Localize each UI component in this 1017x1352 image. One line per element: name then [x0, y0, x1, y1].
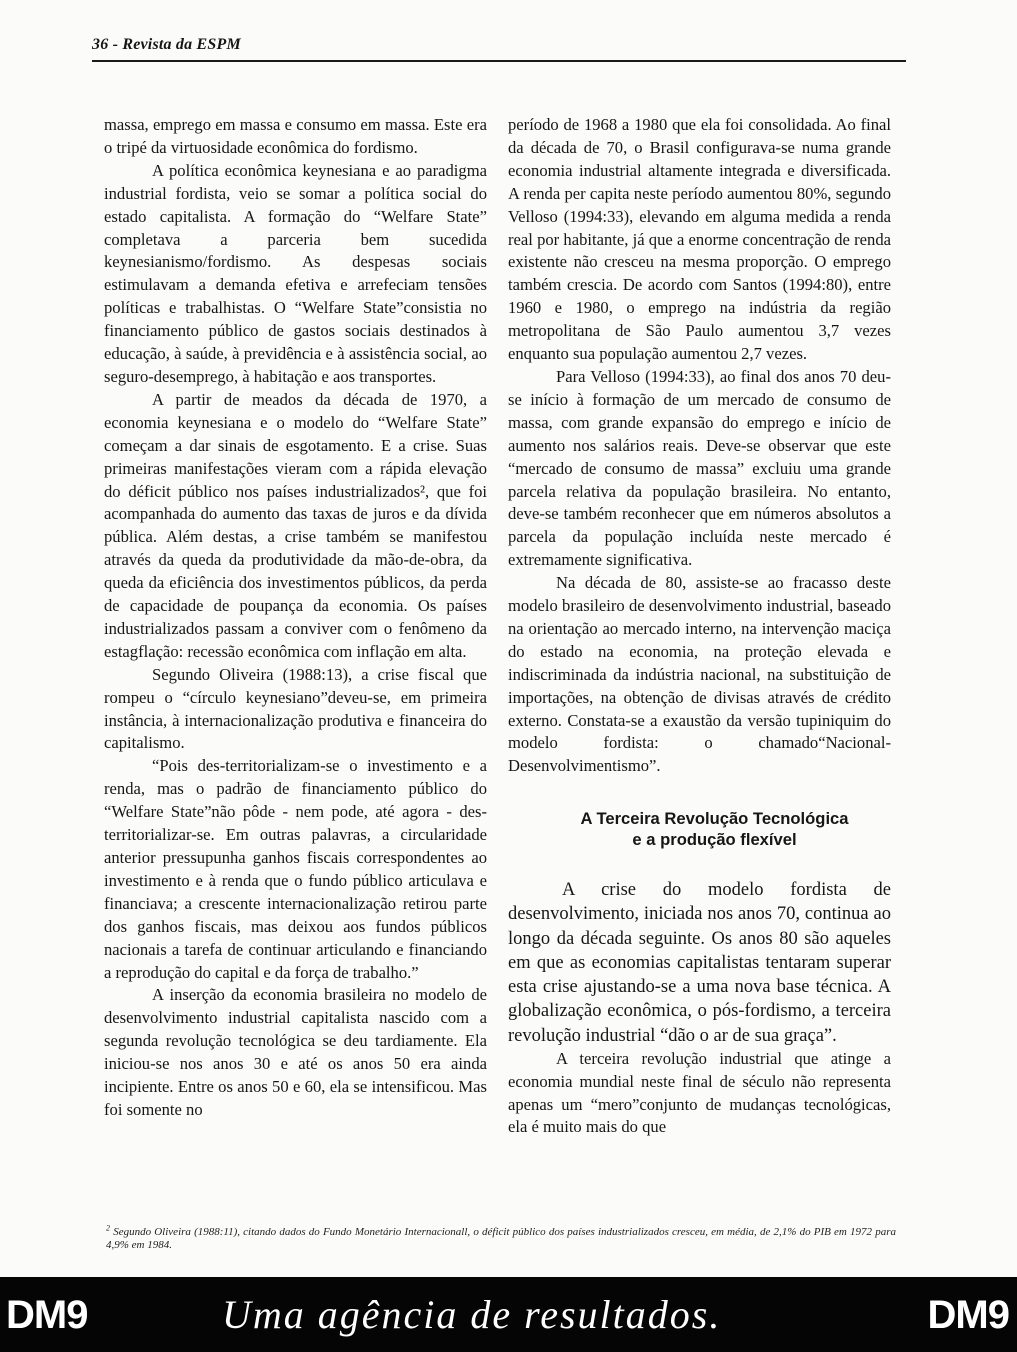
dm9-logo-left: DM9: [6, 1293, 88, 1337]
section-paragraph-2: A terceira revolução industrial que atinge a economia mundial neste final de século não representa apenas um “mero”conjunto de mudanças tecnológicas, ela é muito mais do que: [508, 1048, 891, 1137]
section-heading-line-2: e a produção flexível: [632, 830, 797, 850]
page-header: [92, 36, 906, 62]
right-column: [508, 114, 891, 1139]
left-paragraph-6: A inserção da economia brasileira no modelo de desenvolvimento industrial capitalista nascido com a segunda revolução tecnológica se deu tardiamente. Ela iniciou-se nos anos 30 e até os anos 50 era ainda incipiente. Entre os anos 50 e 60, ela se intensificou. Mas foi somente no: [104, 985, 487, 1119]
footnote-number: 2: [106, 1223, 110, 1233]
left-paragraph-1: massa, emprego em massa e consumo em massa. Este era o tripé da virtuosidade econômica do fordismo.: [104, 115, 487, 157]
footnote-text: Segundo Oliveira (1988:11), citando dados do Fundo Monetário Internacionall, o déficit público dos países industrializados cresceu, em média, de 2,1% do PIB em 1972 para 4,9% em 1984.: [106, 1226, 897, 1251]
section-heading-line-1: A Terceira Revolução Tecnológica: [580, 809, 849, 829]
advertisement-banner: [0, 1277, 1017, 1352]
dm9-logo-right: DM9: [927, 1293, 1009, 1337]
right-paragraph-2: Para Velloso (1994:33), ao final dos anos 70 deu-se início à formação de um mercado de consumo de massa, com grande expansão do emprego e início de aumento nos salários reais. Deve-se observar que este “mercado de consumo de massa” excluiu uma grande parcela relativa da população brasileira. No entanto, deve-se também reconhecer que em números absolutos a parcela da população incluída neste mercado é extremamente significativa.: [508, 366, 891, 570]
section-paragraph-1: A crise do modelo fordista de desenvolvimento, iniciada nos anos 70, continua ao longo da década seguinte. Os anos 80 são aqueles em que as economias capitalistas tentaram superar esta crise ajustando-se a uma nova base técnica. A globalização econômica, o pós-fordismo, a terceira revolução industrial “dão o ar de sua graça”.: [508, 880, 891, 1046]
right-paragraph-1: período de 1968 a 1980 que ela foi consolidada. Ao final da década de 70, o Brasil configurava-se numa grande economia industrial altamente integrada e diversificada. A renda per capita neste período aumentou 80%, segundo Velloso (1994:33), elevando em alguma medida a renda real por habitante, já que a enorme concentração de renda existente não cresceu na mesma proporção. O emprego também crescia. De acordo com Santos (1994:80), entre 1960 e 1980, o emprego na indústria da região metropolitana de São Paulo aumentou 3,7 vezes enquanto sua população aumentou 2,7 vezes.: [508, 115, 891, 364]
banner-slogan: Uma agência de resultados.: [222, 1292, 722, 1337]
left-paragraph-quote: “Pois des-territorializam-se o investimento e a renda, mas o padrão de financiamento público do “Welfare State”não pôde - nem pode, até agora - des-territorializar-se. Em outras palavras, a circularidade anterior pressupunha ganhos fiscais correspondentes ao investimento e à renda que o fundo público articulava e financiava; a crescente internacionalização retirou parte dos ganhos fiscais, mas deixou aos fundos públicos nacionais a tarefa de continuar articulando e financiando a reprodução do capital e da força de trabalho.”: [104, 756, 487, 982]
page-header-title: 36 - Revista da ESPM: [92, 36, 241, 53]
right-paragraph-3: Na década de 80, assiste-se ao fracasso deste modelo brasileiro de desenvolvimento industrial, baseado na orientação ao mercado interno, na intervenção maciça do estado na economia, na proteção elevada e indiscriminada da indústria nacional, na substituição de importações, na obtenção de divisas através de crédito externo. Constata-se a exaustão da versão tupiniquim do modelo fordista: o chamado“Nacional- Desenvolvimentismo”.: [508, 573, 891, 776]
section-heading: [538, 808, 891, 850]
left-paragraph-3: A partir de meados da década de 1970, a economia keynesiana e o modelo do “Welfare State” começam a dar sinais de esgotamento. E a crise. Suas primeiras manifestações vieram com a rápida elevação do déficit público nos países industrializados², que foi acompanhada do aumento das taxas de juros e da dívida pública. Além destas, a crise também se manifestou através da queda da produtividade da mão-de-obra, da queda da eficiência dos investimentos públicos, da perda de capacidade de poupança da economia. Os países industrializados passam a conviver com o fenômeno da estagflação: recessão econômica com inflação em alta.: [104, 389, 487, 661]
footnote: [106, 1223, 897, 1252]
left-paragraph-4: Segundo Oliveira (1988:13), a crise fiscal que rompeu o “círculo keynesiano”deveu-se, em primeira instância, à internacionalização produtiva e financeira do capitalismo.: [104, 664, 487, 753]
left-column: [104, 114, 487, 1122]
left-paragraph-2: A política econômica keynesiana e ao paradigma industrial fordista, veio se somar a política social do estado capitalista. A formação do “Welfare State” completava a parceria bem sucedida keynesianismo/fordismo. As despesas sociais estimulavam a demanda efetiva e arrefeciam tensões políticas e trabalhistas. O “Welfare State”consistia no financiamento público de gastos sociais destinados à educação, à saúde, à previdência e à assistência social, ao seguro-desemprego, à habitação e aos transportes.: [104, 160, 487, 386]
